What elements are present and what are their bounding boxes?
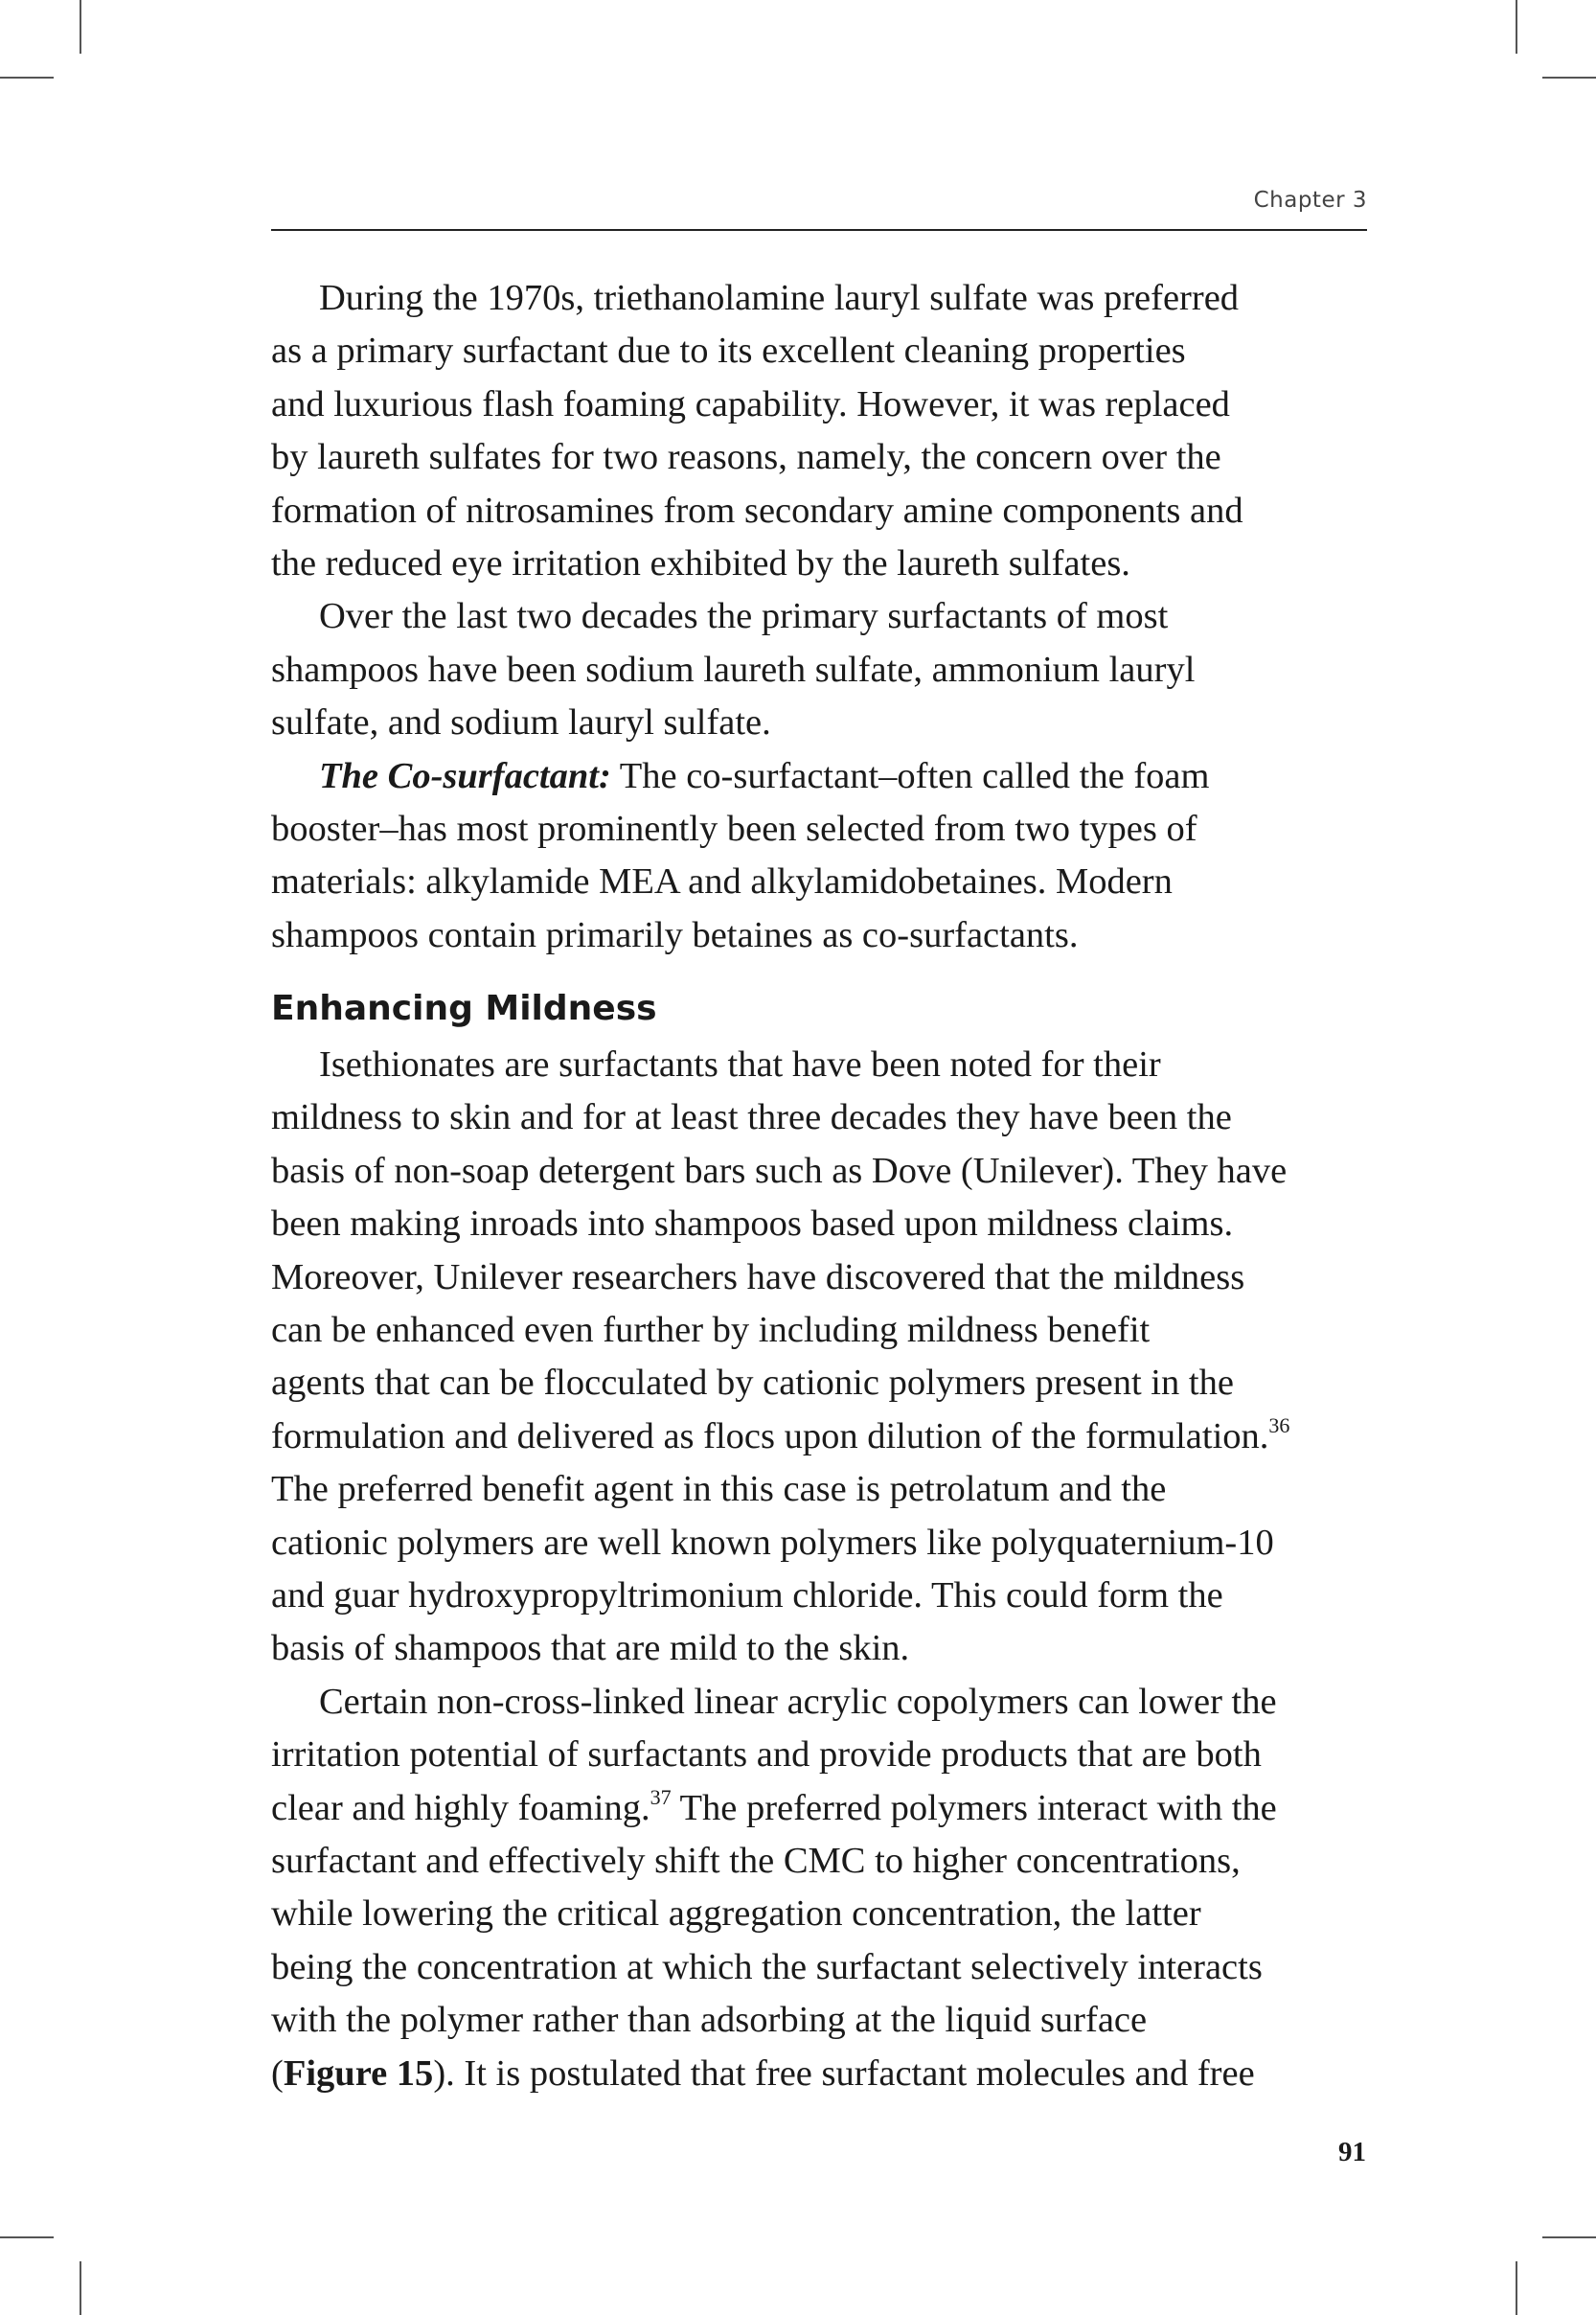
- text-line: [271, 2048, 1382, 2100]
- paragraph-primary-surfactants: [271, 590, 1382, 749]
- text-segment: (: [271, 2052, 284, 2094]
- text-line: cationic polymers are well known polymers like polyquaternium-10: [271, 1522, 1274, 1563]
- text-line: basis of non-soap detergent bars such as Dove (Unilever). They have: [271, 1150, 1288, 1191]
- text-line: been making inroads into shampoos based upon mildness claims.: [271, 1203, 1234, 1245]
- text-line: shampoos contain primarily betaines as co-surfactants.: [271, 914, 1079, 955]
- paragraph-acrylic-copolymers: [271, 1676, 1382, 2100]
- running-head: Chapter 3: [1253, 188, 1367, 213]
- text-line: shampoos have been sodium laureth sulfate, ammonium lauryl: [271, 649, 1196, 690]
- text-line: mildness to skin and for at least three decades they have been the: [271, 1097, 1232, 1138]
- text-line: [271, 1782, 1382, 1835]
- crop-mark-bottom-left-horizontal: [0, 2236, 54, 2238]
- paragraph-isethionates: [271, 1039, 1382, 1676]
- text-line: by laureth sulfates for two reasons, namely, the concern over the: [271, 437, 1221, 478]
- text-segment: ). It is postulated that free surfactant molecules and free: [433, 2052, 1255, 2094]
- text-line: Isethionates are surfactants that have been noted for their: [319, 1044, 1161, 1086]
- text-segment: The preferred polymers interact with the: [671, 1787, 1277, 1828]
- crop-mark-bottom-right-vertical: [1516, 2261, 1517, 2315]
- text-line: agents that can be flocculated by cationic polymers present in the: [271, 1363, 1234, 1404]
- text-line: [271, 1410, 1382, 1463]
- crop-mark-bottom-right-horizontal: [1542, 2236, 1596, 2238]
- text-line: basis of shampoos that are mild to the skin.: [271, 1628, 910, 1669]
- paragraph-co-surfactant: [271, 750, 1382, 963]
- section-spacer: [271, 962, 1382, 979]
- crop-mark-top-right-vertical: [1516, 0, 1517, 54]
- text-segment: formulation and delivered as flocs upon dilution of the formulation.: [271, 1415, 1269, 1456]
- text-line: being the concentration at which the surfactant selectively interacts: [271, 1946, 1263, 1987]
- reference-superscript: 36: [1268, 1412, 1290, 1437]
- crop-mark-top-left-vertical: [80, 0, 81, 54]
- section-heading: Enhancing Mildness: [271, 989, 657, 1029]
- text-line: formation of nitrosamines from secondary amine components and: [271, 490, 1243, 531]
- page-number: 91: [1338, 2137, 1366, 2167]
- text-line: and luxurious flash foaming capability. However, it was replaced: [271, 383, 1230, 424]
- text-line: the reduced eye irritation exhibited by the laureth sulfates.: [271, 542, 1130, 584]
- text-line: During the 1970s, triethanolamine lauryl sulfate was preferred: [319, 278, 1240, 318]
- crop-mark-top-left-horizontal: [0, 77, 54, 79]
- text-line: The preferred benefit agent in this case is petrolatum and the: [271, 1469, 1167, 1510]
- runin-heading: The Co-surfactant:: [319, 755, 611, 796]
- text-line: irritation potential of surfactants and provide products that are both: [271, 1734, 1262, 1776]
- crop-mark-top-right-horizontal: [1542, 77, 1596, 79]
- body-text: [271, 272, 1382, 2100]
- text-line: with the polymer rather than adsorbing at the liquid surface: [271, 2000, 1148, 2041]
- reference-superscript: 37: [650, 1784, 672, 1809]
- header-rule: [271, 229, 1367, 231]
- text-line: surfactant and effectively shift the CMC to higher concentrations,: [271, 1840, 1241, 1881]
- text-line: while lowering the critical aggregation concentration, the latter: [271, 1893, 1201, 1935]
- text-segment: clear and highly foaming.: [271, 1787, 650, 1828]
- text-line: Moreover, Unilever researchers have discovered that the mildness: [271, 1256, 1245, 1297]
- text-line: sulfate, and sodium lauryl sulfate.: [271, 702, 771, 744]
- crop-mark-bottom-left-vertical: [80, 2261, 81, 2315]
- text-line: materials: alkylamide MEA and alkylamidobetaines. Modern: [271, 861, 1173, 903]
- text-line: as a primary surfactant due to its excellent cleaning properties: [271, 331, 1186, 372]
- text-line: [271, 750, 1382, 803]
- figure-reference: Figure 15: [283, 2052, 434, 2094]
- text-line: Certain non-cross-linked linear acrylic copolymers can lower the: [319, 1681, 1277, 1722]
- text-line: booster–has most prominently been selected from two types of: [271, 808, 1197, 849]
- text-line: and guar hydroxypropyltrimonium chloride. This could form the: [271, 1574, 1223, 1616]
- text-line: can be enhanced even further by including mildness benefit: [271, 1310, 1151, 1351]
- text-line: Over the last two decades the primary surfactants of most: [319, 596, 1169, 637]
- paragraph-triethanolamine: [271, 272, 1382, 590]
- text-segment: The co-surfactant–often called the foam: [610, 755, 1210, 796]
